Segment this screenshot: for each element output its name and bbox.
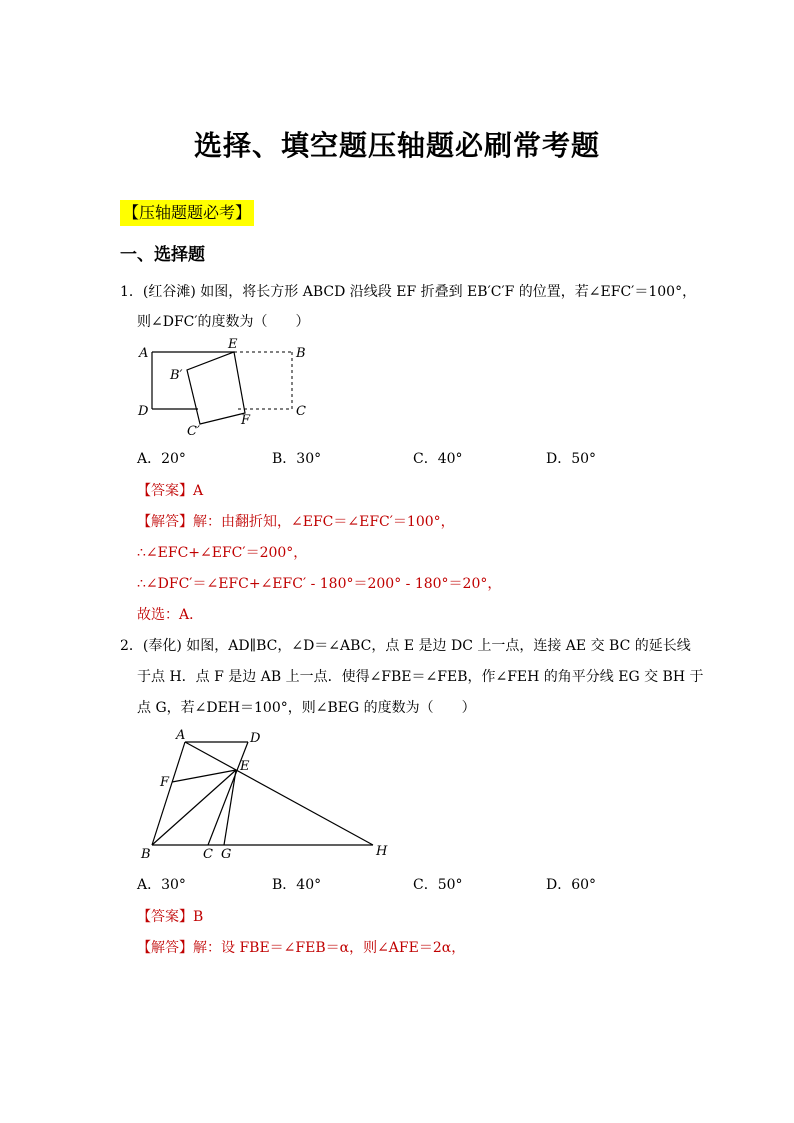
section-heading: 一、选择题	[120, 245, 205, 265]
page-title: 选择、填空题压轴题必刷常考题	[193, 129, 600, 162]
q1-label-a: A	[139, 346, 149, 361]
q1-label-e: E	[228, 337, 238, 352]
q1-text-line2: 则∠DFC′的度数为（ ）	[137, 314, 310, 330]
q1-label-f: F	[241, 413, 251, 428]
q1-text-line1: 1．(红谷滩) 如图，将长方形 ABCD 沿线段 EF 折叠到 EB′C′F 的位置，若∠EFC′＝100°，	[120, 284, 697, 300]
q2-text-line1: 2．(奉化) 如图，AD∥BC，∠D＝∠ABC，点 E 是边 DC 上一点，连接 AE 交 BC 的延长线	[120, 638, 691, 654]
q2-label-h: H	[376, 844, 388, 859]
q2-edge-fe	[172, 770, 236, 782]
q1-label-c: C	[296, 404, 306, 419]
q2-label-g: G	[221, 847, 232, 862]
q1-solution-line1: 【解答】解：由翻折知，∠EFC＝∠EFC′＝100°，	[137, 514, 455, 530]
q1-figure	[130, 335, 330, 440]
q2-label-c: C	[203, 847, 213, 862]
q2-solution-line1: 【解答】解：设 FBE＝∠FEB＝α，则∠AFE＝2α，	[137, 940, 466, 956]
q1-label-d: D	[138, 404, 149, 419]
q2-edge-eg	[224, 770, 236, 845]
q2-option-a: A．30°	[137, 877, 186, 893]
q2-label-d: D	[250, 731, 261, 746]
q2-answer: 【答案】B	[137, 909, 204, 925]
q1-solution-line2: ∴∠EFC+∠EFC′＝200°，	[137, 545, 308, 561]
q1-option-a: A．20°	[137, 451, 186, 467]
q1-label-b: B	[296, 346, 306, 361]
q2-label-b: B	[141, 847, 151, 862]
q1-folded-quad	[187, 352, 245, 424]
q2-figure	[135, 722, 395, 867]
q1-label-bprime: B′	[170, 368, 183, 383]
q1-option-b: B．30°	[272, 451, 322, 467]
q1-option-d: D．50°	[546, 451, 597, 467]
q2-edge-ah	[185, 742, 373, 845]
q2-option-b: B．40°	[272, 877, 322, 893]
q1-solution-line4: 故选：A．	[137, 607, 204, 623]
q2-text-line2: 于点 H．点 F 是边 AB 上一点．使得∠FBE＝∠FEB，作∠FEH 的角平分线 EG 交 BH 于	[137, 669, 704, 685]
q2-label-e: E	[240, 759, 250, 774]
section-tag: 【压轴题题必考】	[120, 200, 254, 226]
q2-option-c: C．50°	[413, 877, 463, 893]
q2-text-line3: 点 G，若∠DEH＝100°，则∠BEG 的度数为（ ）	[137, 700, 476, 716]
q1-answer: 【答案】A	[137, 483, 204, 499]
q1-solution-line3: ∴∠DFC′＝∠EFC+∠EFC′ - 180°＝200° - 180°＝20°，	[137, 576, 502, 592]
q2-label-a: A	[176, 728, 186, 743]
q1-label-cprime: C′	[187, 424, 200, 439]
q1-option-c: C．40°	[413, 451, 463, 467]
q2-label-f: F	[160, 775, 170, 790]
q2-option-d: D．60°	[546, 877, 597, 893]
